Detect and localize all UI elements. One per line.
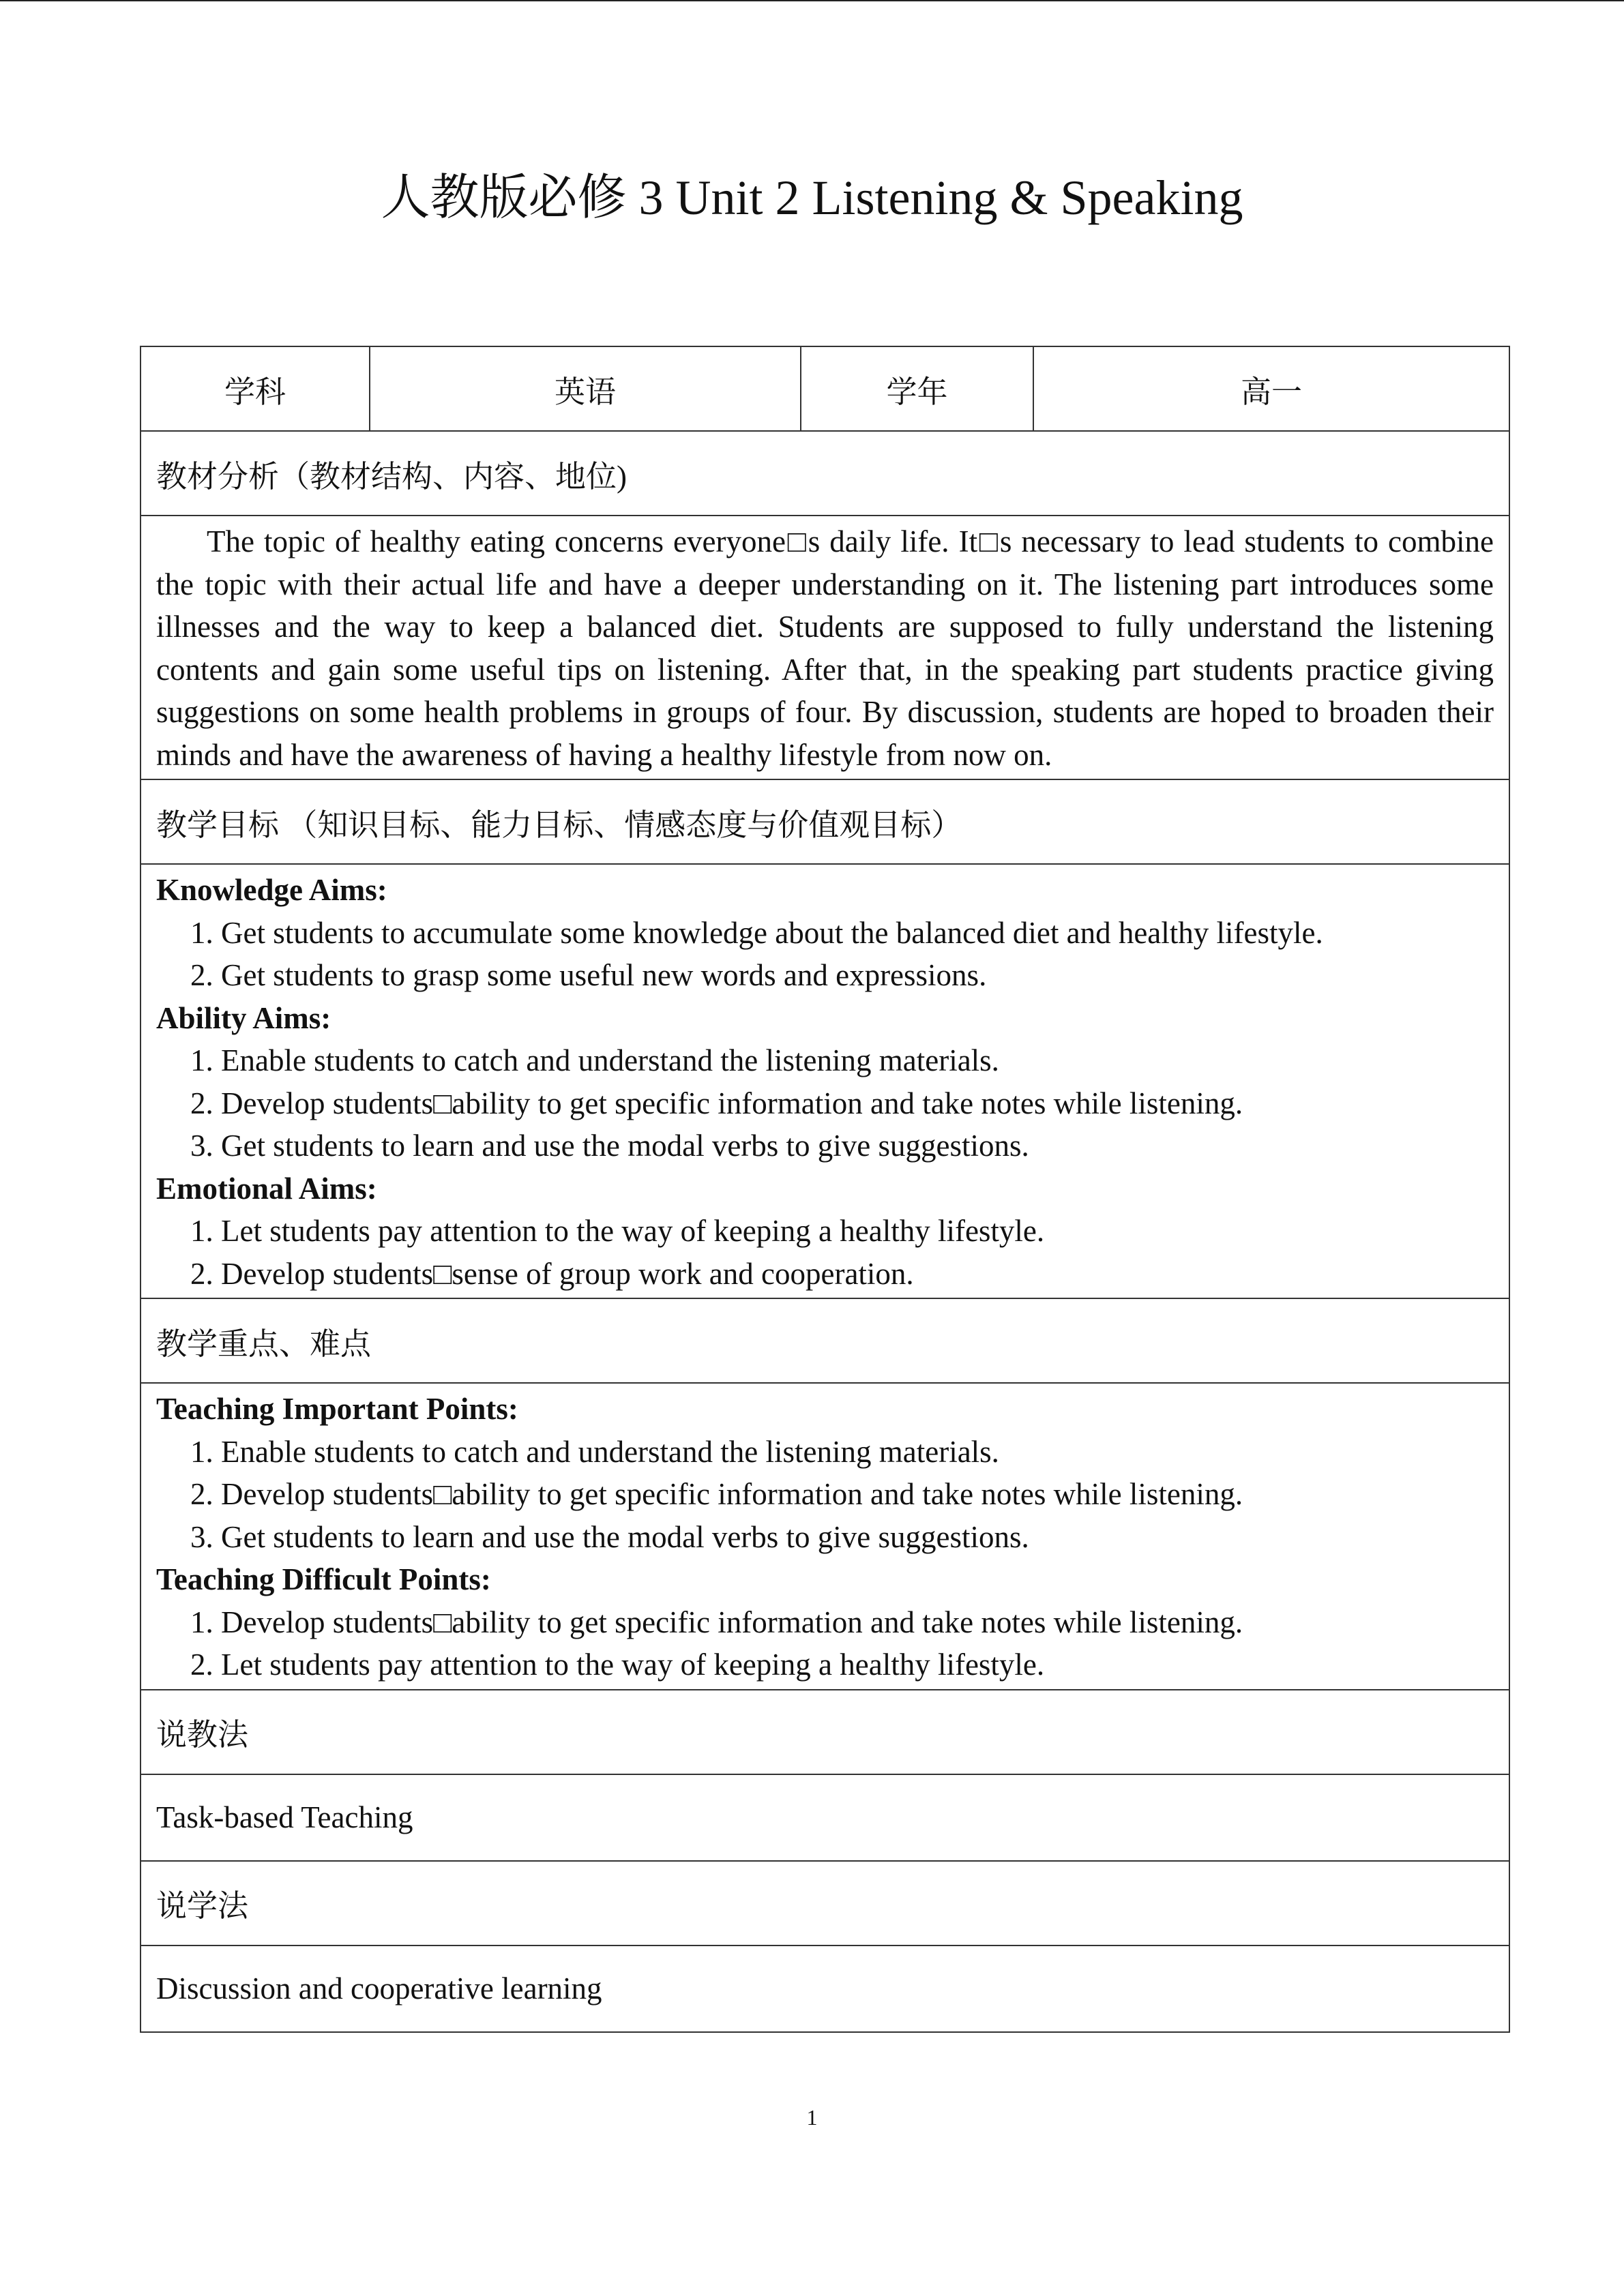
- important-points-title: Teaching Important Points:: [156, 1392, 518, 1426]
- key-points-content: [141, 1383, 1509, 1690]
- learning-method-heading: 说学法: [141, 1861, 1509, 1945]
- list-item: 1. Let students pay attention to the way of keeping a healthy lifestyle.: [190, 1214, 1045, 1248]
- emotional-aims-title: Emotional Aims:: [156, 1171, 377, 1206]
- list-item: 2. Develop students□sense of group work and cooperation.: [190, 1256, 914, 1291]
- key-points-heading: 教学重点、难点: [141, 1298, 1509, 1383]
- list-item: 1. Develop students□ability to get specific information and take notes while listening.: [190, 1605, 1243, 1639]
- objectives-heading: 教学目标 （知识目标、能力目标、情感态度与价值观目标）: [141, 779, 1509, 864]
- list-item: 3. Get students to learn and use the modal verbs to give suggestions.: [190, 1129, 1029, 1163]
- list-item: 1. Get students to accumulate some knowledge about the balanced diet and healthy lifestyle.: [190, 915, 1323, 950]
- knowledge-aims-title: Knowledge Aims:: [156, 873, 387, 907]
- page-number: 1: [806, 2105, 818, 2130]
- learning-method-text: Discussion and cooperative learning: [141, 1945, 1509, 2032]
- teaching-method-text: Task-based Teaching: [141, 1774, 1509, 1861]
- ability-aims-title: Ability Aims:: [156, 1000, 331, 1035]
- year-label: 学年: [801, 346, 1033, 431]
- subject-label: 学科: [141, 346, 370, 431]
- list-item: 1. Enable students to catch and understand the listening materials.: [190, 1434, 999, 1469]
- page-top-border: [0, 0, 1624, 1]
- lesson-plan-table: [140, 346, 1510, 2033]
- difficult-points-title: Teaching Difficult Points:: [156, 1562, 491, 1596]
- textbook-analysis-heading: 教材分析（教材结构、内容、地位): [141, 431, 1509, 516]
- list-item: 2. Let students pay attention to the way of keeping a healthy lifestyle.: [190, 1648, 1045, 1682]
- list-item: 3. Get students to learn and use the modal verbs to give suggestions.: [190, 1519, 1029, 1554]
- teaching-method-heading: 说教法: [141, 1690, 1509, 1774]
- subject-value: 英语: [370, 346, 801, 431]
- list-item: 2. Develop students□ability to get specific information and take notes while listening.: [190, 1477, 1243, 1511]
- list-item: 2. Get students to grasp some useful new words and expressions.: [190, 958, 987, 992]
- objectives-content: [141, 864, 1509, 1298]
- year-value: 高一: [1033, 346, 1509, 431]
- page-title: 人教版必修 3 Unit 2 Listening & Speaking: [381, 170, 1243, 225]
- textbook-analysis-text: The topic of healthy eating concerns everyone□s daily life. It□s necessary to lead students to combine the topic with their actual life and have a deeper understanding on it. The listening part introduces some illnesses and the way to keep a balanced diet. Students are supposed to fully understand the listening contents and gain some useful tips on listening. After that, in the speaking part students practice giving suggestions on some health problems in groups of four. By discussion, students are hoped to broaden their minds and have the awareness of having a healthy lifestyle from now on.: [141, 516, 1509, 779]
- header-row: [141, 346, 1509, 431]
- list-item: 2. Develop students□ability to get specific information and take notes while listening.: [190, 1086, 1243, 1120]
- list-item: 1. Enable students to catch and understand the listening materials.: [190, 1043, 999, 1077]
